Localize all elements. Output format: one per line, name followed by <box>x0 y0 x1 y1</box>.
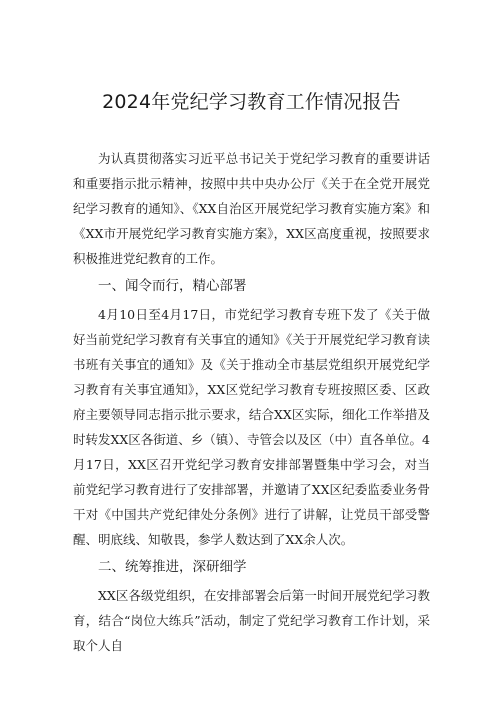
section-heading-1: 一、闻令而行，精心部署 <box>98 278 247 294</box>
intro-paragraph: 为认真贯彻落实习近平总书记关于党纪学习教育的重要讲话和重要指示批示精神，按照中共中央办公厅《关于在全党开展党纪学习教育的通知》、《XX自治区开展党纪学习教育实施方案》和《XX市开展党纪学习教育实施方案》，XX区高度重视，按照要求积极推进党纪教育的工作。 <box>73 151 430 266</box>
section-body-2: XX区各级党组织，在安排部署会后第一时间开展党纪学习教育，结合“岗位大练兵”活动，制定了党纪学习教育工作计划，采取个人自 <box>73 588 430 653</box>
section-heading-2: 二、统筹推进，深研细学 <box>98 559 247 575</box>
document-title: 2024年党纪学习教育工作情况报告 <box>102 91 401 113</box>
section-body-1: 4月10日至4月17日，市党纪学习教育专班下发了《关于做好当前党纪学习教育有关事宜的通知》《关于开展党纪学习教育读书班有关事宜的通知》及《关于推动全市基层党组织开展党纪学习教育有关事宜通知》，XX区党纪学习教育专班按照区委、区政府主要领导同志指示批示要求，结合XX区实际，细化工作举措及时转发XX区各街道、乡（镇）、寺管会以及区（中）直各单位。4月17日，XX区召开党纪学习教育安排部署暨集中学习会，对当前党纪学习教育进行了安排部署，并邀请了XX区纪委监委业务骨干对《中国共产党纪律处分条例》进行了讲解，让党员干部受警醒、明底线、知敬畏，参学人数达到了XX余人次。 <box>73 307 431 547</box>
